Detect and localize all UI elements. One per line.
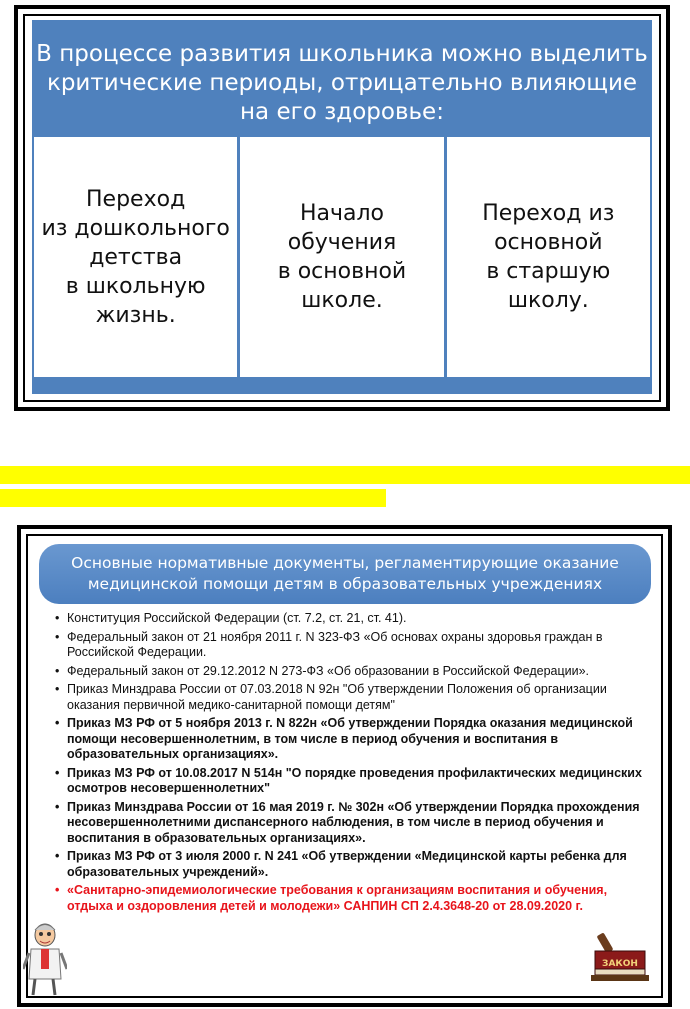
list-item: • Конституция Российской Федерации (ст. 7.2, ст. 21, ст. 41). bbox=[55, 611, 649, 627]
highlight-bar-2 bbox=[0, 489, 386, 507]
highlight-bar-1 bbox=[0, 466, 690, 484]
law-book-label: ЗАКОН bbox=[602, 959, 638, 969]
list-item: • Приказ МЗ РФ от 3 июля 2000 г. N 241 «Об утверждении «Медицинской карты ребенка для образовательных учреждений». bbox=[55, 849, 649, 880]
list-item-sanpin: • «Санитарно-эпидемиологические требования к организациям воспитания и обучения, отдыха и оздоровления детей и молодежи» САНПИН СП 2.4.3648-20 от 28.09.2020 г. bbox=[55, 883, 649, 914]
list-item: • Приказ МЗ РФ от 5 ноября 2013 г. N 822н «Об утверждении Порядка оказания медицинской помощи несовершеннолетним, в том числе в период обучения и воспитания в образовательных организациях». bbox=[55, 716, 649, 763]
doctor-illustration-icon bbox=[23, 921, 67, 997]
law-book-icon bbox=[591, 929, 651, 981]
regulations-slide bbox=[17, 525, 672, 1007]
list-item: • Федеральный закон от 21 ноября 2011 г. N 323-ФЗ «Об основах охраны здоровья граждан в Российской Федерации. bbox=[55, 630, 649, 661]
list-item: • Приказ Минздрава России от 16 мая 2019 г. № 302н «Об утверждении Порядка прохождения несовершеннолетними диспансерного наблюдения, в том числе в период обучения и воспитания в образовательных организациях». bbox=[55, 800, 649, 847]
regulations-title: Основные нормативные документы, регламентирующие оказание медицинской помощи детям в образовательных учреждениях bbox=[39, 544, 651, 604]
period-cell-3: Переход из основной в старшую школу. bbox=[447, 137, 650, 377]
period-cell-2: Начало обучения в основной школе. bbox=[240, 137, 443, 377]
periods-table bbox=[34, 137, 650, 377]
regulations-list bbox=[55, 611, 649, 917]
blue-panel bbox=[32, 20, 652, 394]
slide-title: В процессе развития школьника можно выделить критические периоды, отрицательно влияющие на его здоровье: bbox=[36, 40, 648, 125]
list-item: • Приказ Минздрава России от 07.03.2018 N 92н "Об утверждении Положения об организации оказания первичной медико-санитарной помощи детям" bbox=[55, 682, 649, 713]
list-item: • Федеральный закон от 29.12.2012 N 273-ФЗ «Об образовании в Российской Федерации». bbox=[55, 664, 649, 680]
critical-periods-slide bbox=[14, 5, 670, 411]
list-item: • Приказ МЗ РФ от 10.08.2017 N 514н "О порядке проведения профилактических медицинских осмотров несовершеннолетних" bbox=[55, 766, 649, 797]
period-cell-1: Переход из дошкольного детства в школьную жизнь. bbox=[34, 137, 237, 377]
